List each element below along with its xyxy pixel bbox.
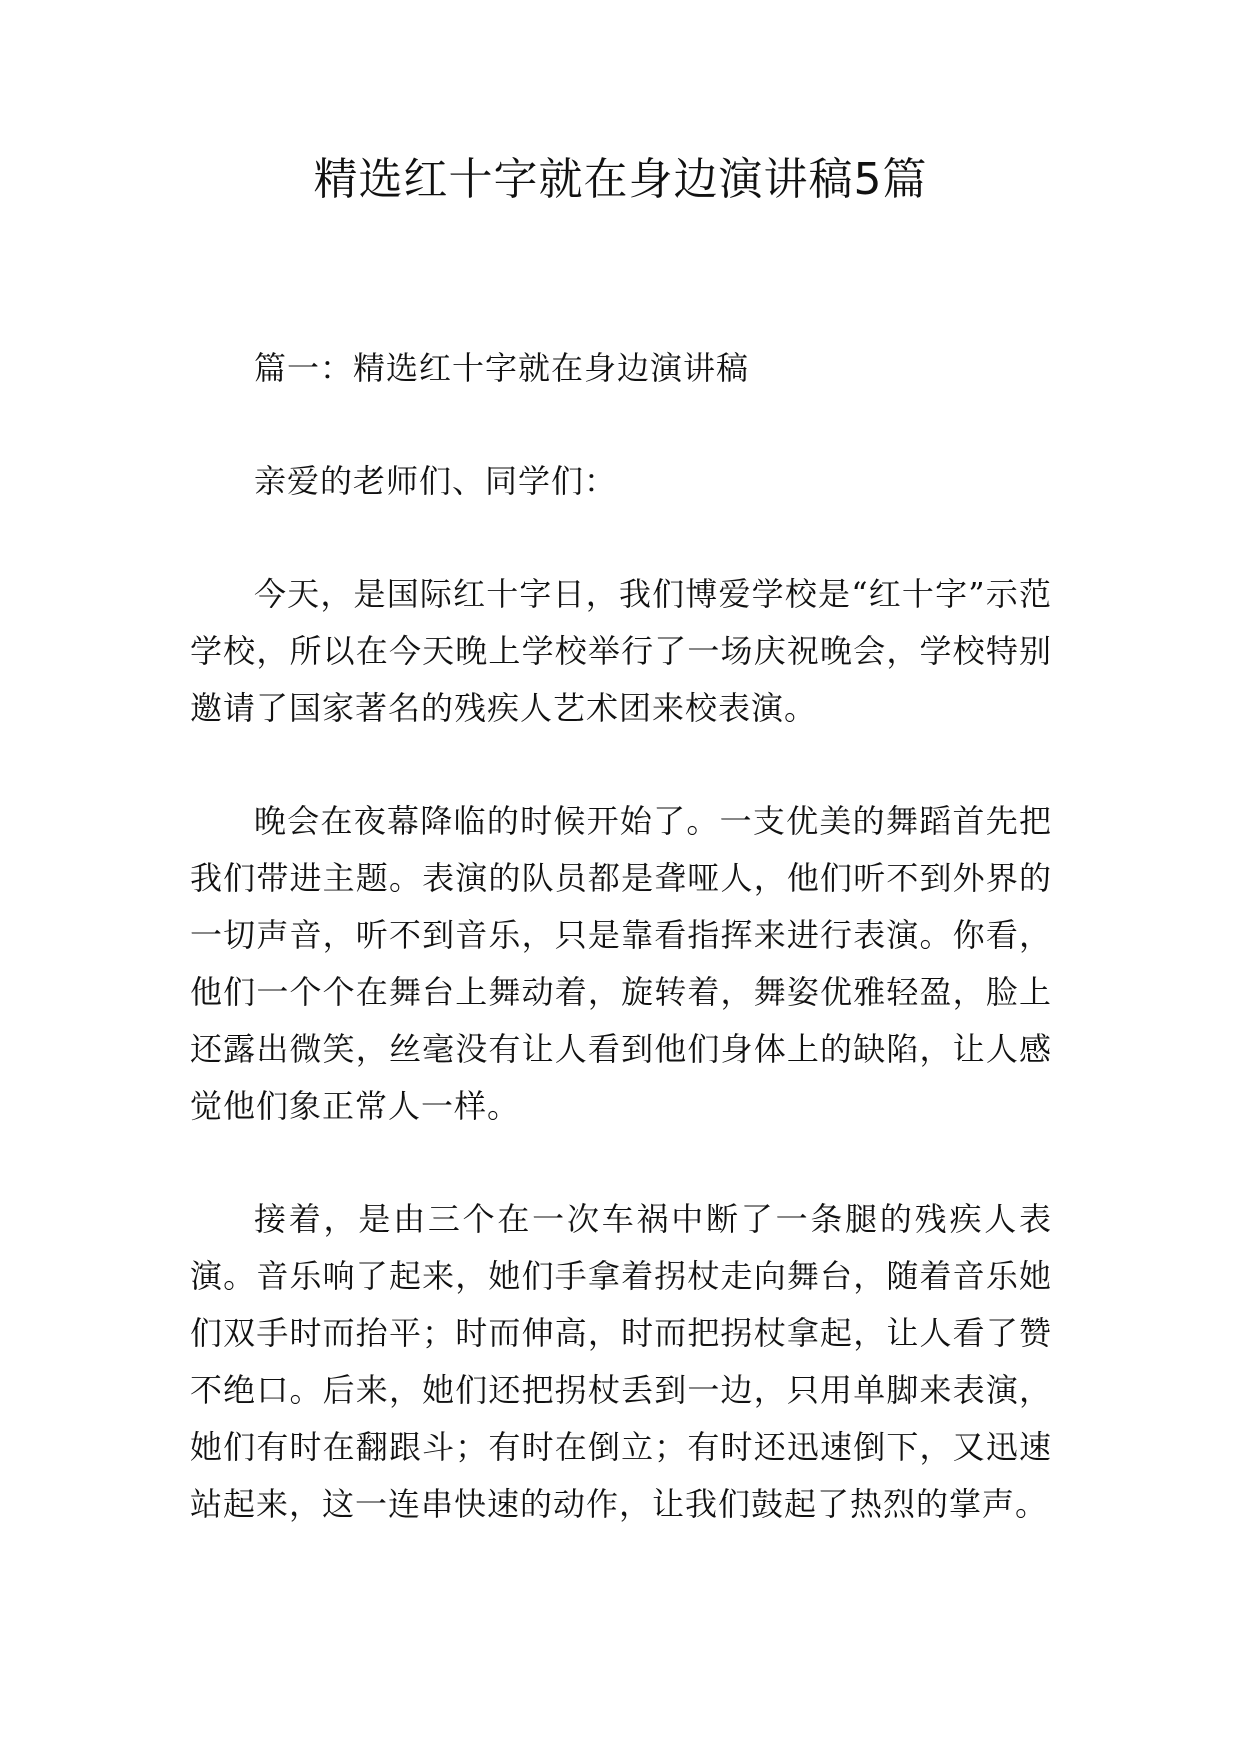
salutation: 亲爱的老师们、同学们： <box>254 462 618 500</box>
section-heading: 篇一：精选红十字就在身边演讲稿 <box>254 349 750 387</box>
body-paragraph: 晚会在夜幕降临的时候开始了。一支优美的舞蹈首先把我们带进主题。表演的队员都是聋哑人，他们听不到外界的一切声音，听不到音乐，只是靠看指挥来进行表演。你看，他们一个个在舞台上舞动着，旋转着，舞姿优雅轻盈，脸上还露出微笑，丝毫没有让人看到他们身体上的缺陷，让人感觉他们象正常人一样。 <box>190 802 1052 1125</box>
document-title: 精选红十字就在身边演讲稿5篇 <box>313 154 928 205</box>
body-paragraph: 今天，是国际红十字日，我们博爱学校是“红十字”示范学校，所以在今天晚上学校举行了一场庆祝晚会，学校特别邀请了国家著名的残疾人艺术团来校表演。 <box>190 575 1052 727</box>
body-paragraph: 接着，是由三个在一次车祸中断了一条腿的残疾人表演。音乐响了起来，她们手拿着拐杖走向舞台，随着音乐她们双手时而抬平；时而伸高，时而把拐杖拿起，让人看了赞不绝口。后来，她们还把拐杖丢到一边，只用单脚来表演，她们有时在翻跟斗；有时在倒立；有时还迅速倒下，又迅速站起来，这一连串快速的动作，让我们鼓起了热烈的掌声。 <box>190 1200 1052 1523</box>
document-body <box>190 340 1052 1589</box>
